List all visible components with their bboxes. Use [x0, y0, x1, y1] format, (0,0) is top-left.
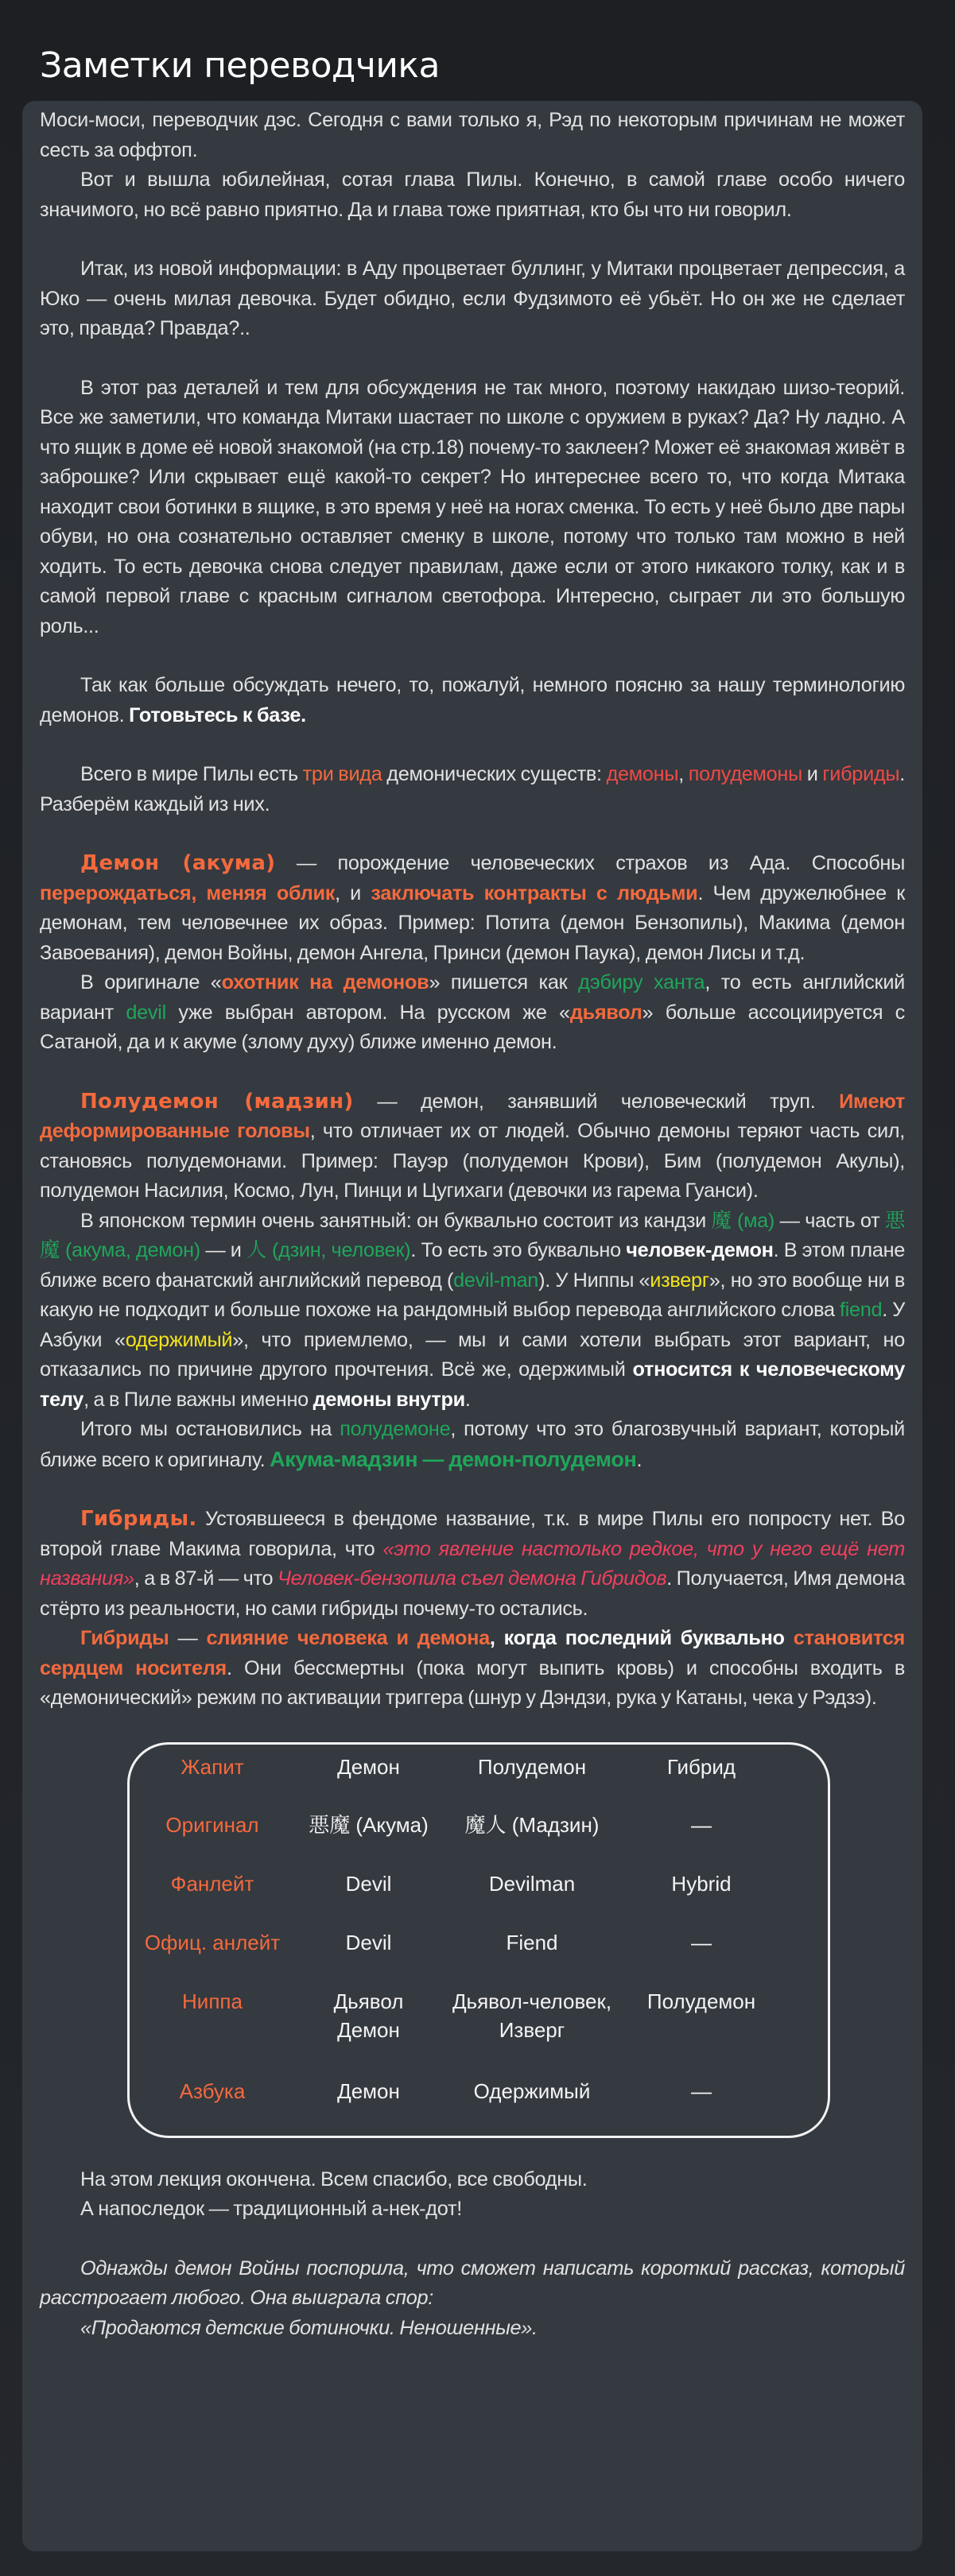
table-cell: —: [691, 2078, 712, 2103]
text-span: В этот раз деталей и тем для обсуждения не так много, поэтому накидаю шизо-теорий. Все же заметили, что команда Митаки шастает по школе с оружием в руках? Да? Ну ладно. А что ящик в доме её новой знакомой (на стр.18) почему-то заклеен? Может её знакомая живёт в заброшке? Или скрывает ещё какой-то секрет? Но интереснее всего то, что когда Митака находит свои ботинки в ящике, в это время у неё на ногах сменка. То есть у неё было две пары обуви, но она сознательно оставляет сменку в школе, потому что только там можно в ней ходить. То есть девочка снова следует правилам, даже если от этого никакого толку, как и в самой первой главе с красным сигналом светофора. Интересно, сыграет ли это большую роль...: [40, 376, 905, 637]
highlighted-text: полудемоне: [340, 1418, 451, 1440]
paragraph: [40, 1415, 905, 1475]
highlighted-text: слияние человека и демона: [206, 1627, 490, 1649]
text-span: .: [636, 1448, 642, 1471]
paragraph-spacer: [40, 225, 905, 254]
highlighted-text: Демон (акума): [80, 851, 276, 875]
paragraph: [40, 1505, 905, 1624]
table-row: [130, 1928, 828, 1957]
highlighted-text: относится к человеческому телу: [40, 1358, 905, 1411]
text-span: — демон, занявший человеческий труп.: [353, 1090, 840, 1113]
text-span: Вот и вышла юбилейная, сотая глава Пилы. Конечно, в самой главе особо ничего значимого, но всё равно приятно. Да и глава тоже приятная, кто бы что ни говорил.: [40, 169, 905, 221]
paragraph-spacer: [40, 344, 905, 374]
highlighted-text: изверг: [650, 1269, 709, 1292]
highlighted-text: Человек-бензопила съел демона Гибридов: [277, 1567, 667, 1590]
paragraph: [40, 2254, 905, 2314]
highlighted-text: Имеют деформированные головы: [40, 1090, 905, 1142]
text-span: » больше ассоциируется с Сатаной, да и к акуме (злому духу) ближе именно демон.: [40, 1001, 905, 1053]
highlighted-text: 人 (дзин, человек): [246, 1239, 411, 1261]
highlighted-text: fiend: [839, 1299, 883, 1321]
text-span: , то есть английский вариант: [40, 971, 905, 1024]
highlighted-text: полудемоны: [688, 763, 802, 785]
paragraph: [40, 1087, 905, 1207]
paragraph: [40, 2194, 905, 2225]
highlighted-text: человек-демон: [626, 1239, 774, 1261]
table-row-label: Оригинал: [165, 1812, 259, 1837]
notes-body: [40, 106, 905, 1714]
table-row-label: Офиц. анлейт: [144, 1930, 281, 1954]
text-span: и: [802, 763, 823, 785]
paragraph-spacer: [40, 2225, 905, 2254]
text-span: » пишется как: [429, 971, 579, 994]
paragraph: [40, 374, 905, 642]
text-span: . В этом плане ближе всего фанатский английский перевод (: [40, 1239, 906, 1292]
text-span: Итак, из новой информации: в Аду процветает буллинг, у Митаки процветает депрессия, а Юко — очень милая девочка. Будет обидно, если Фудзимото её убьёт. Но он же не сделает это, правда? Правда?..: [40, 258, 905, 339]
paragraph: [40, 760, 905, 819]
paragraph-spacer: [40, 1475, 905, 1505]
paragraph: [40, 671, 905, 730]
text-span: На этом лекция окончена. Всем спасибо, все свободны.: [80, 2167, 588, 2191]
paragraph-spacer: [40, 819, 905, 849]
highlighted-text: Однажды демон Войны поспорила, что сможет написать короткий рассказ, который расстрогает любого. Она выиграла спор:: [40, 2256, 905, 2309]
highlighted-text: перерождаться, меняя облик: [40, 881, 336, 905]
table-cell: Гибрид: [666, 1754, 736, 1779]
text-span: . Разберём каждый из них.: [40, 763, 905, 815]
text-span: », что приемлемо, — мы и сами хотели выбрать этот вариант, но отказались по причине другого прочтения. Всё же, одержимый: [40, 1328, 905, 1381]
highlighted-text: заключать контракты с людьми: [371, 881, 698, 905]
text-span: , что отличает их от людей. Обычно демоны теряют часть сил, становясь полудемонами. Пример: Пауэр (полудемон Крови), Бим (полудемон Акулы), полудемон Насилия, Космо, Лун, Пинци и Цугихаги (девочки из гарема Гуанси).: [40, 1120, 905, 1202]
highlighted-text: Готовьтесь к базе.: [129, 703, 306, 726]
text-span: Всего в мире Пилы есть: [80, 763, 303, 785]
highlighted-text: становится сердцем носителя: [40, 1627, 905, 1679]
paragraph-spacer: [40, 1058, 905, 1087]
table-cell: Дьявол-человек, Изверг: [452, 1989, 612, 2042]
text-span: Моси-моси, переводчик дэс. Сегодня с вами только я, Рэд по некоторым причинам не может сесть за оффтоп.: [40, 109, 905, 161]
highlighted-text: демоны: [606, 763, 679, 785]
text-span: Устоявшееся в фендоме название, т.к. в мире Пилы его попросту нет. Во второй главе Макима говорила, что: [40, 1508, 905, 1560]
highlighted-text: Гибриды.: [80, 1507, 197, 1531]
highlighted-text: 悪魔 (акума, демон): [40, 1209, 905, 1261]
text-span: , потому что это благозвучный вариант, который ближе всего к оригиналу.: [40, 1418, 905, 1471]
table-row: [130, 1753, 828, 1781]
text-span: , а в Пиле важны именно: [83, 1388, 313, 1411]
text-span: , и: [335, 881, 371, 905]
table-row-label: Фанлейт: [170, 1871, 254, 1896]
paragraph: [40, 106, 905, 165]
table-cell: Devil: [345, 1871, 392, 1896]
text-span: . Чем дружелюбнее к демонам, тем человечнее их образ. Пример: Потита (демон Бензопилы), Макима (демон Завоевания), демон Войны, демон Ангела, Принси (демон Паука), демон Лисы и т.д.: [40, 881, 906, 964]
highlighted-text: devil: [126, 1001, 166, 1024]
table-row: [130, 1869, 828, 1898]
highlighted-text: devil-man: [453, 1269, 539, 1292]
table-cell: 悪魔 (Акума): [309, 1812, 429, 1837]
highlighted-text: , когда последний буквально: [489, 1627, 794, 1649]
paragraph: [40, 165, 905, 225]
text-span: Так как больше обсуждать нечего, то, пожалуй, немного поясню за нашу терминологию демонов.: [40, 674, 905, 726]
table-row-label: Азбука: [179, 2078, 246, 2103]
table-row: [130, 1811, 828, 1839]
text-span: », но это вообще ни в какую не подходит и больше похоже на рандомный выбор перевода английского слова: [40, 1269, 905, 1321]
table-cell: Демон: [337, 2078, 400, 2103]
table-cell: 魔人 (Мадзин): [464, 1812, 600, 1837]
highlighted-text: охотник на демонов: [221, 971, 429, 994]
terminology-table: [127, 1742, 830, 2138]
text-span: Итого мы остановились на: [80, 1418, 340, 1440]
table-cell: Fiend: [506, 1930, 558, 1954]
highlighted-text: дэбиру ханта: [578, 971, 705, 994]
highlighted-text: «Продаются детские ботиночки. Неношенные».: [80, 2316, 538, 2339]
table-cell: —: [691, 1930, 712, 1954]
paragraph: [40, 968, 905, 1058]
highlighted-text: Акума-мадзин — демон-полудемон: [270, 1447, 637, 1471]
table-cell: Демон: [337, 1754, 400, 1779]
table-cell: Hybrid: [671, 1871, 732, 1896]
table-cell: Полудемон: [477, 1754, 587, 1779]
paragraph: [40, 1624, 905, 1714]
table-cell: Devilman: [488, 1871, 576, 1896]
highlighted-text: «это явление настолько редкое, что у него ещё нет названия»: [40, 1537, 905, 1590]
text-span: .: [464, 1388, 471, 1411]
highlighted-text: одержимый: [125, 1328, 233, 1351]
highlighted-text: демоны внутри: [313, 1388, 465, 1411]
table-cell: —: [691, 1812, 712, 1837]
text-span: . Они бессмертны (пока могут выпить кровь) и способны входить в «демонический» режим по активации триггера (шнур у Дэндзи, рука у Катаны, чека у Рэдзэ).: [40, 1656, 906, 1709]
text-span: В японском термин очень занятный: он буквально состоит из кандзи: [80, 1209, 712, 1232]
paragraph: [40, 2314, 905, 2344]
highlighted-text: Гибриды: [80, 1627, 169, 1649]
table-cell: Одержимый: [473, 2078, 591, 2103]
highlighted-text: три вида: [302, 763, 382, 785]
paragraph-spacer: [40, 730, 905, 760]
text-span: . Получается, Имя демона стёрто из реальности, но сами гибриды почему-то остались.: [40, 1567, 905, 1620]
text-span: ). У Ниппы «: [538, 1269, 650, 1292]
paragraph: [40, 254, 905, 344]
text-span: демонических существ:: [382, 763, 607, 785]
text-span: В оригинале «: [80, 971, 222, 994]
closing-section: [40, 2165, 905, 2344]
text-span: ,: [678, 763, 689, 785]
highlighted-text: 魔 (ма): [711, 1209, 775, 1232]
page-title: Заметки переводчика: [40, 45, 440, 87]
text-span: , а в 87-й — что: [134, 1567, 278, 1590]
table-row: [130, 1987, 828, 2044]
text-span: . У Азбуки «: [40, 1299, 905, 1351]
highlighted-text: Полудемон (мадзин): [80, 1089, 354, 1114]
text-span: — часть от: [774, 1209, 885, 1232]
text-span: уже выбран автором. На русском же «: [165, 1001, 570, 1024]
paragraph: [40, 849, 905, 968]
table-row-label: Ниппа: [182, 1989, 243, 2013]
text-span: —: [169, 1627, 207, 1649]
paragraph: [40, 1207, 905, 1416]
text-span: А напоследок — традиционный а-нек-дот!: [80, 2198, 462, 2220]
highlighted-text: дьявол: [569, 1001, 642, 1024]
text-span: — и: [200, 1239, 247, 1261]
table-row-label: Жапит: [181, 1754, 244, 1779]
table-cell: Дьявол Демон: [333, 1989, 404, 2042]
text-span: — порождение человеческих страхов из Ада. Способны: [275, 852, 905, 874]
highlighted-text: гибриды: [822, 763, 900, 785]
table-cell: Devil: [345, 1930, 392, 1954]
paragraph-spacer: [40, 641, 905, 671]
table-cell: Полудемон: [646, 1989, 756, 2013]
notes-card: [22, 101, 922, 2551]
text-span: . То есть это буквально: [410, 1239, 627, 1261]
table-row: [130, 2077, 828, 2105]
paragraph: [40, 2165, 905, 2195]
